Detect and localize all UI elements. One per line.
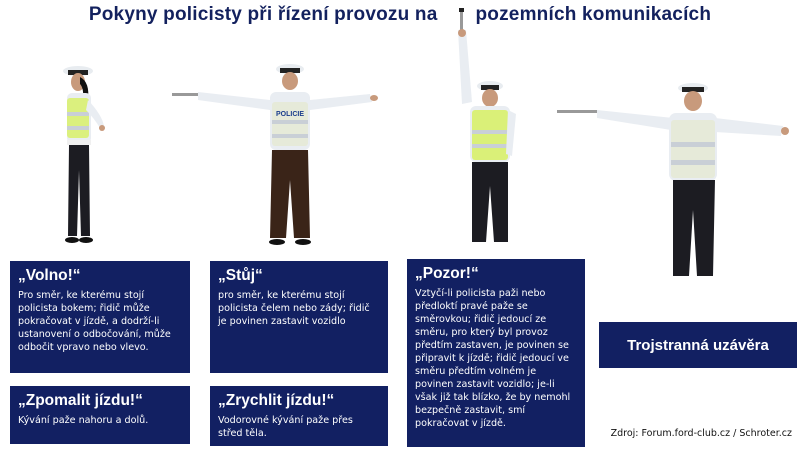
stuj-heading: „Stůj“ [218,267,263,284]
stuj-box [210,261,388,373]
officer-arm-raised-figure [448,6,528,246]
officer-oblique-arms-out-figure [555,80,795,280]
volno-box [10,261,190,373]
officer-front-arms-out-figure [170,60,385,250]
pozor-box [407,259,585,447]
title-right: pozemních komunikacích [475,4,712,25]
page-title [0,4,800,26]
trojstranna-box [599,322,797,368]
officer-side-figure [50,60,120,250]
zrychlit-heading: „Zrychlit jízdu!“ [218,392,335,409]
zrychlit-text: Vodorovné kývání paže přes střed těla. [218,415,353,439]
zpomalit-heading: „Zpomalit jízdu!“ [18,392,143,409]
pozor-text: Vztyčí-li policista paži nebo předloktí pravé paže se směrovkou; řidič jedoucí ze směru, pro který byl provoz předtím zastaven, je povinen se připravit k jízdě; řidič jedoucí ve směru předtím volném je povinen zastavit vozidlo; je-li však již tak blízko, že by nemohl bezpečně zastavit, smí pokračovat v jízdě. [415,288,571,429]
source-credit: Zdroj: Forum.ford-club.cz / Schroter.cz [610,428,792,439]
vest-label: POLICIE [275,111,305,118]
volno-heading: „Volno!“ [18,267,81,284]
title-left: Pokyny policisty při řízení provozu na [88,4,438,25]
zpomalit-text: Kývání paže nahoru a dolů. [18,415,149,426]
zrychlit-box [210,386,388,446]
trojstranna-heading: Trojstranná uzávěra [627,336,769,354]
pozor-heading: „Pozor!“ [415,265,479,282]
stuj-text: pro směr, ke kterému stojí policista čelem nebo zády; řidič je povinen zastavit vozidlo [218,290,370,327]
zpomalit-box [10,386,190,444]
volno-text: Pro směr, ke kterému stojí policista bokem; řidič může pokračovat v jízdě, a dodrží-li ustanovení o odbočování, může odbočit vpravo nebo vlevo. [18,290,171,353]
